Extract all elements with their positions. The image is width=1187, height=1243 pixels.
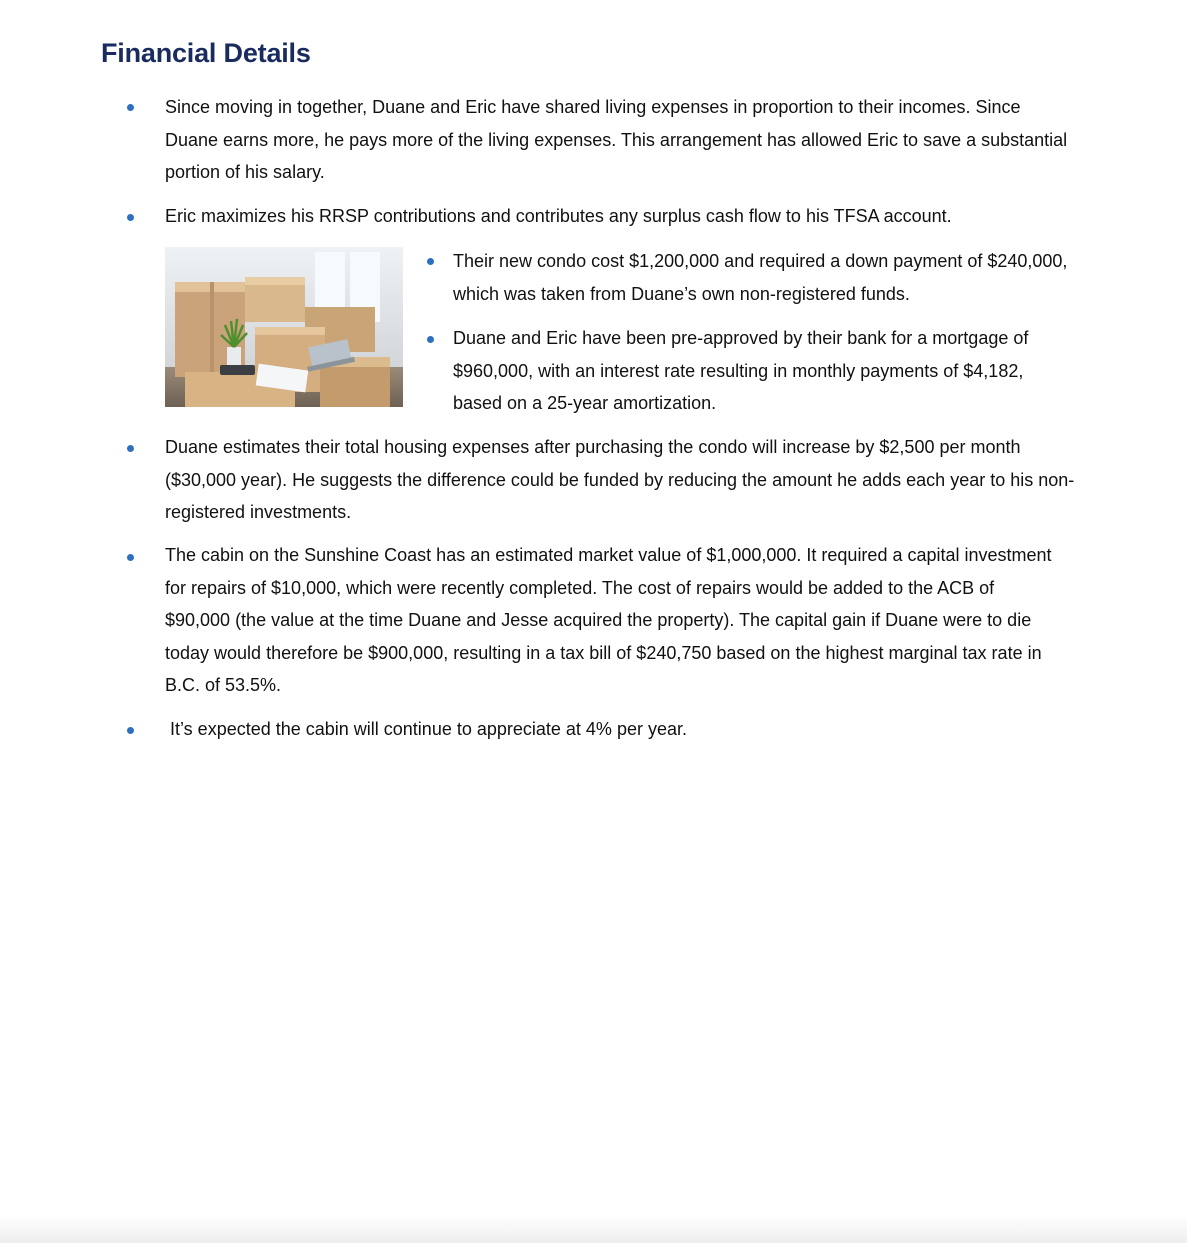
bullet-dot: [127, 104, 134, 111]
bullet-dot: [127, 445, 134, 452]
page-title: Financial Details: [101, 38, 311, 68]
bullet-dot: [127, 554, 134, 561]
moving-boxes-photo: [165, 247, 403, 407]
bullet-dot: [127, 727, 134, 734]
bullet-text: Eric maximizes his RRSP contributions and contributes any surplus cash flow to his TFSA account.: [165, 206, 952, 226]
bullet-text: The cabin on the Sunshine Coast has an estimated market value of $1,000,000. It required a capital investment for repairs of $10,000, which were recently completed. The cost of repairs would be added to the ACB of $90,000 (the value at the time Duane and Jesse acquired the property). The capital gain if Duane were to die today would therefore be $900,000, resulting in a tax bill of $240,750 based on the highest marginal tax rate in B.C. of 53.5%.: [165, 545, 1052, 695]
sub-bullet-text: Duane and Eric have been pre-approved by their bank for a mortgage of $960,000, with an interest rate resulting in monthly payments of $4,182, based on a 25-year amortization.: [453, 328, 1029, 413]
sub-bullet-dot: [427, 258, 434, 265]
bullet-text: Since moving in together, Duane and Eric have shared living expenses in proportion to their incomes. Since Duane earns more, he pays more of the living expenses. This arrangement has allowed Eric to save a substantial portion of his salary.: [165, 97, 1068, 182]
sub-bullet-dot: [427, 336, 434, 343]
bullet-dot: [127, 214, 134, 221]
sub-bullet-text: Their new condo cost $1,200,000 and required a down payment of $240,000, which was taken from Duane’s own non-registered funds.: [453, 251, 1068, 304]
page-bottom-edge: [0, 1215, 1187, 1243]
bullet-text: It’s expected the cabin will continue to appreciate at 4% per year.: [170, 719, 687, 739]
bullet-text: Duane estimates their total housing expenses after purchasing the condo will increase by $2,500 per month ($30,000 year). He suggests the difference could be funded by reducing the amount he adds each year to his non-registered investments.: [165, 437, 1075, 522]
